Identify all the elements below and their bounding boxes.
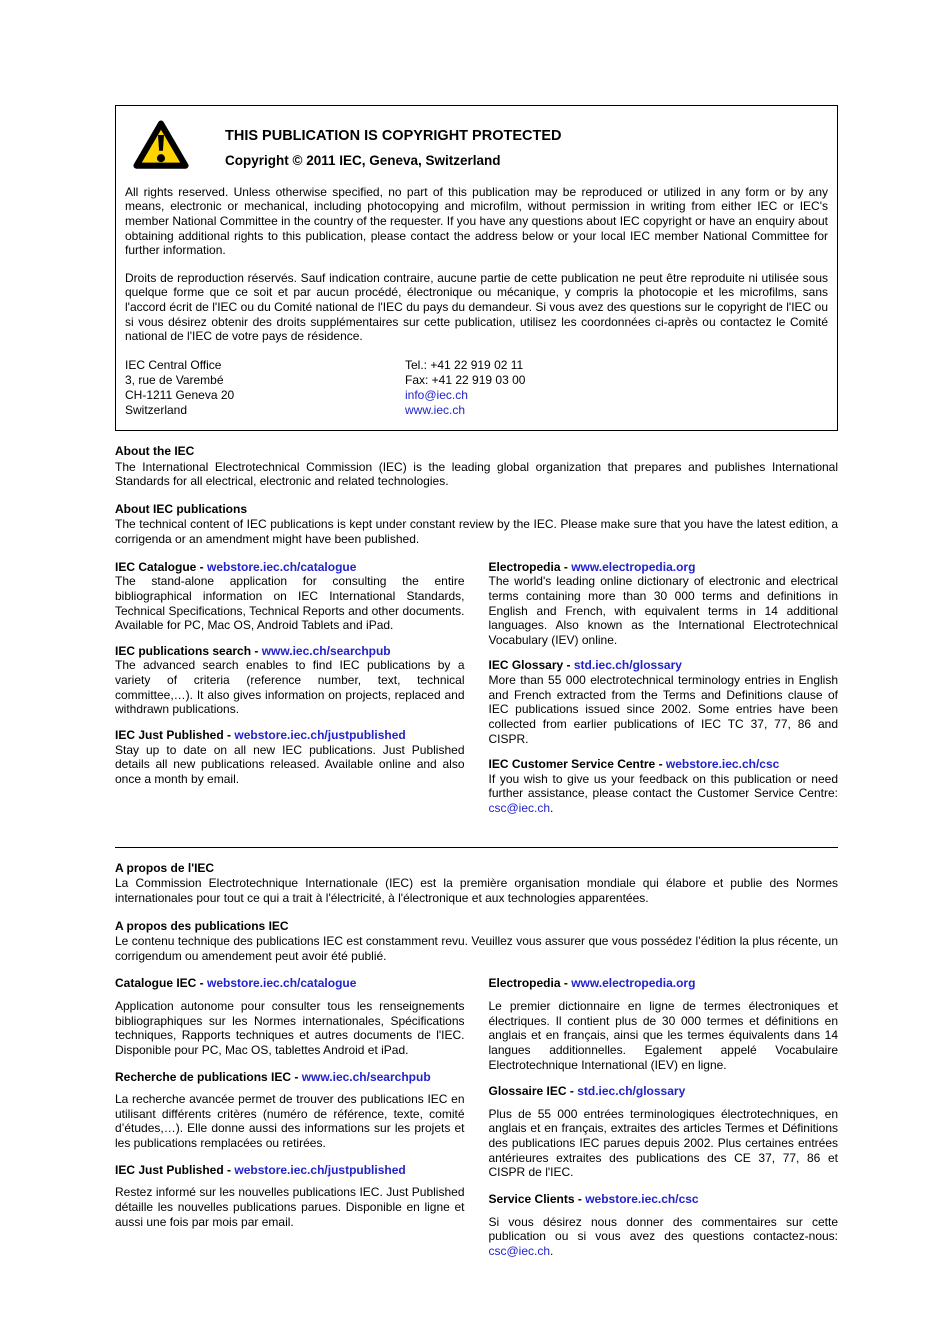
csc-link-fr[interactable]: webstore.iec.ch/csc <box>585 1191 699 1206</box>
resource-body: Stay up to date on all new IEC publications. Just Published details all new publications released. Available online and also once a month by email. <box>115 742 465 786</box>
electropedia-link-en[interactable]: www.electropedia.org <box>571 559 696 574</box>
resource-body: Plus de 55 000 entrées terminologiques électrotechniques, en anglais et en français, extraites des articles Termes et Définitions des publications IEC parues depuis 2002. Plus certaines entrées antérieures extraites des publications des CE 37, 77, 86 et CISPR de l'IEC. <box>488 1106 838 1180</box>
resource-body: The advanced search enables to find IEC publications by a variety of criteria (reference number, text, technical committee,…). It also gives information on projects, replaced and withdrawn publications. <box>115 658 465 717</box>
resources-columns-en <box>115 560 838 827</box>
rights-paragraph-fr: Droits de reproduction réservés. Sauf indication contraire, aucune partie de cette publication ne peut être reproduite ni utilisée sous quelque forme que ce soit et par aucun procédé, électronique ou mécanique, y compris la photocopie et les microfilms, sans l'accord écrit de l'IEC ou du Comité national de l'IEC du pays du demandeur. Si vous avez des questions sur le copyright de l'IEC ou si vous désirez obtenir des droits supplémentaires sur cette publication, utilisez les coordonnées ci-après ou contactez le Comité national de l'IEC de votre pays de résidence. <box>125 270 828 344</box>
searchpub-link-en[interactable]: www.iec.ch/searchpub <box>261 643 391 658</box>
address-line-city: CH-1211 Geneva 20 <box>125 387 235 402</box>
document-page <box>115 0 838 1270</box>
fax-line: Fax: +41 22 919 03 00 <box>405 372 526 387</box>
resource-title: Recherche de publications IEC - <box>115 1069 302 1084</box>
french-section <box>115 861 838 1271</box>
contact-details <box>405 358 525 418</box>
about-publications-heading-fr: A propos des publications IEC <box>115 918 289 933</box>
resource-item-search-en <box>115 644 465 717</box>
resource-body-text: Si vous désirez nous donner des commentaires sur cette publication ou si vous avez des questions contactez-nous: <box>488 1214 838 1244</box>
resource-body <box>489 772 839 816</box>
about-iec-heading-en: About the IEC <box>115 443 195 458</box>
resource-item-electropedia-fr <box>489 976 839 1072</box>
resource-title: IEC publications search - <box>115 643 262 658</box>
about-iec-body-fr: La Commission Electrotechnique Internationale (IEC) est la première organisation mondiale qui élabore et publie des Normes internationales pour tout ce qui a trait à l'électricité, à l'électronique et aux technologies apparentées. <box>115 876 838 905</box>
resource-title: Glossaire IEC - <box>488 1084 578 1099</box>
csc-link-en[interactable]: webstore.iec.ch/csc <box>665 757 780 772</box>
copyright-box-header <box>133 120 828 175</box>
resource-title: Service Clients - <box>488 1191 586 1206</box>
about-publications-body-fr: Le contenu technique des publications IEC est constamment revu. Veuillez vous assurer que vous possédez l’édition la plus récente, un corrigendum ou amendement peut avoir été publié. <box>115 934 838 963</box>
address-line-country: Switzerland <box>125 402 188 417</box>
resource-item-search-fr <box>115 1070 465 1151</box>
resource-item-glossaire-fr <box>489 1084 839 1180</box>
address-line-street: 3, rue de Varembé <box>125 372 224 387</box>
resource-item-catalogue-fr <box>115 976 465 1057</box>
resource-title: Electropedia - <box>488 976 572 991</box>
glossaire-link-fr[interactable]: std.iec.ch/glossary <box>577 1084 686 1099</box>
section-divider <box>115 847 838 848</box>
resource-body: More than 55 000 electrotechnical terminology entries in English and French extracted from the Terms and Definitions clause of IEC publications issued since 2002. Some entries have been collected from earlier publications of IEC TC 37, 77, 86 and CISPR. <box>488 673 838 746</box>
resource-body: The stand-alone application for consulting the entire bibliographical information on IEC International Standards, Technical Specifications, Technical Reports and other documents. Available for PC, Mac OS, Android Tablets and iPad. <box>115 574 465 633</box>
phone-line: Tel.: +41 22 919 02 11 <box>405 357 524 372</box>
catalogue-link-fr[interactable]: webstore.iec.ch/catalogue <box>207 976 357 991</box>
justpublished-link-fr[interactable]: webstore.iec.ch/justpublished <box>234 1162 406 1177</box>
resource-title: IEC Just Published - <box>115 1162 235 1177</box>
resource-title: IEC Catalogue - <box>115 559 208 574</box>
resource-body: The world's leading online dictionary of electronic and electrical terms containing more than 30 000 terms and definitions in English and French, with equivalent terms in 14 additional languages. Also known as the International Electrotechnical Vocabulary (IEV) online. <box>488 574 838 647</box>
about-iec-body-en: The International Electrotechnical Commission (IEC) is the leading global organization that prepares and publishes International Standards for all electrical, electronic and related technologies. <box>115 459 838 489</box>
resource-body-text: If you wish to give us your feedback on this publication or need further assistance, please contact the Customer Service Centre: <box>488 771 838 801</box>
warning-triangle-icon <box>133 120 189 175</box>
resources-right-column-en <box>489 560 839 827</box>
copyright-notice-box <box>115 105 838 431</box>
resource-item-customer-service-en <box>489 757 839 816</box>
resource-body-end: . <box>550 801 554 815</box>
csc-email-link-en[interactable]: csc@iec.ch <box>488 801 551 815</box>
copyright-protected-title: THIS PUBLICATION IS COPYRIGHT PROTECTED <box>225 128 562 144</box>
resource-title: IEC Glossary - <box>488 658 574 673</box>
resource-body-end: . <box>550 1243 554 1258</box>
about-publications-body-en: The technical content of IEC publications is kept under constant review by the IEC. Please make sure that you have the latest edition, a corrigenda or an amendment might have been published. <box>115 517 838 546</box>
resources-right-column-fr <box>489 976 839 1270</box>
postal-address <box>125 358 405 418</box>
csc-email-link-fr[interactable]: csc@iec.ch <box>488 1243 551 1258</box>
address-line-office: IEC Central Office <box>125 357 222 372</box>
resource-item-electropedia-en <box>489 560 839 648</box>
resource-item-catalogue-en <box>115 560 465 633</box>
searchpub-link-fr[interactable]: www.iec.ch/searchpub <box>301 1069 431 1084</box>
catalogue-link-en[interactable]: webstore.iec.ch/catalogue <box>207 559 357 574</box>
resources-left-column-en <box>115 560 465 827</box>
email-link[interactable]: info@iec.ch <box>405 387 468 402</box>
rights-paragraph-en: All rights reserved. Unless otherwise specified, no part of this publication may be reproduced or utilized in any form or by any means, electronic or mechanical, including photocopying and microfilm, without permission in writing from either IEC or IEC's member National Committee in the country of the requester. If you have any questions about IEC copyright or have an enquiry about obtaining additional rights to this publication, please contact the address below or your local IEC member National Committee for further information. <box>125 184 828 258</box>
justpublished-link-en[interactable]: webstore.iec.ch/justpublished <box>234 727 406 742</box>
address-block <box>125 358 828 418</box>
copyright-box-titles <box>225 120 561 169</box>
website-link[interactable]: www.iec.ch <box>405 402 466 417</box>
resource-title: Electropedia - <box>488 559 572 574</box>
glossary-link-en[interactable]: std.iec.ch/glossary <box>573 658 682 673</box>
resource-item-glossary-en <box>489 658 839 746</box>
resource-body: Restez informé sur les nouvelles publications IEC. Just Published détaille les nouvelles publications parues. Disponible en ligne et aussi une fois par mois par email. <box>115 1185 465 1229</box>
resource-title: Catalogue IEC - <box>115 976 208 991</box>
copyright-line: Copyright © 2011 IEC, Geneva, Switzerland <box>225 152 501 168</box>
resource-body: La recherche avancée permet de trouver des publications IEC en utilisant différents critères (numéro de référence, texte, comité d’études,…). Elle donne aussi des informations sur les projets et les publications remplacées ou retirées. <box>115 1092 465 1150</box>
electropedia-link-fr[interactable]: www.electropedia.org <box>571 976 696 991</box>
resources-left-column-fr <box>115 976 465 1270</box>
resource-item-justpublished-en <box>115 728 465 787</box>
resource-title: IEC Customer Service Centre - <box>488 757 666 772</box>
resources-columns-fr <box>115 976 838 1270</box>
resource-body <box>489 1215 839 1259</box>
about-iec-heading-fr: A propos de l'IEC <box>115 860 215 875</box>
resource-body: Le premier dictionnaire en ligne de termes électroniques et électriques. Il contient plus de 30 000 termes et définitions en anglais et en français, ainsi que les termes équivalents dans 14 langues additionnelles. Egalement appelé Vocabulaire Electrotechnique International (IEV) en ligne. <box>488 999 838 1072</box>
resource-title: IEC Just Published - <box>115 727 235 742</box>
resource-body: Application autonome pour consulter tous les renseignements bibliographiques sur les Normes internationales, Spécifications techniques, Rapports techniques et autres documents de l'IEC. Disponible pour PC, Mac OS, tablettes Android et iPad. <box>115 999 465 1057</box>
about-publications-heading-en: About IEC publications <box>115 501 247 516</box>
resource-item-service-clients-fr <box>489 1192 839 1259</box>
resource-item-justpublished-fr <box>115 1163 465 1230</box>
